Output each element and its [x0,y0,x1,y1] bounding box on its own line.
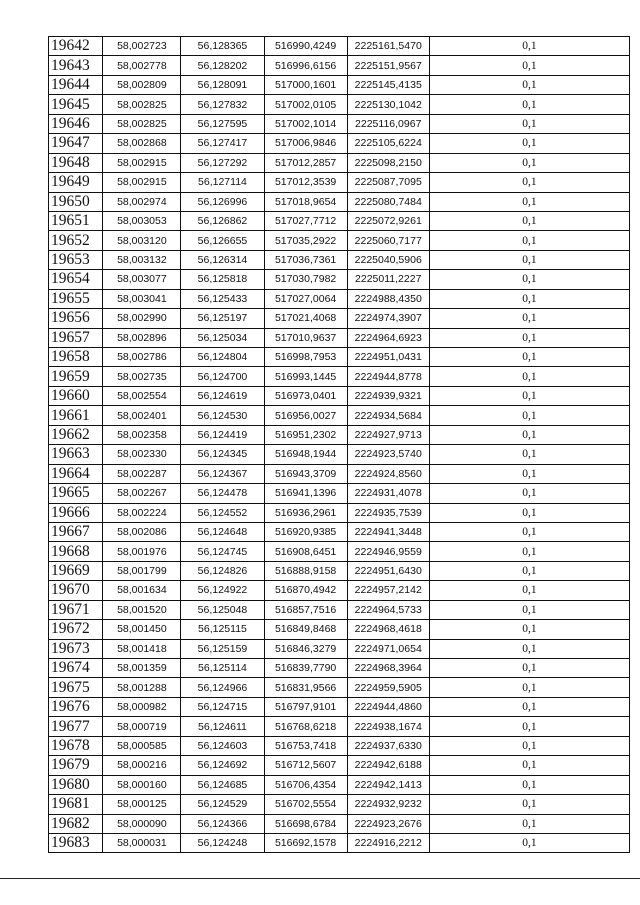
y-coordinate-cell: 2225116,0967 [347,114,429,133]
point-number-cell: 19680 [49,775,103,794]
table-row [49,114,630,133]
latitude-cell: 58,002267 [103,484,181,503]
point-number-cell: 19664 [49,464,103,483]
x-coordinate-cell: 516951,2302 [264,425,347,444]
table-row [49,542,630,561]
longitude-cell: 56,125048 [181,600,264,619]
table-row [49,620,630,639]
point-number-cell: 19657 [49,328,103,347]
y-coordinate-cell: 2224968,3964 [347,659,429,678]
table-row [49,211,630,230]
accuracy-cell: 0,1 [429,386,629,405]
latitude-cell: 58,002809 [103,75,181,94]
x-coordinate-cell: 516973,0401 [264,386,347,405]
latitude-cell: 58,002786 [103,348,181,367]
point-number-cell: 19682 [49,814,103,833]
y-coordinate-cell: 2224923,2676 [347,814,429,833]
table-row [49,348,630,367]
point-number-cell: 19681 [49,795,103,814]
latitude-cell: 58,003041 [103,289,181,308]
point-number-cell: 19678 [49,736,103,755]
longitude-cell: 56,124619 [181,386,264,405]
latitude-cell: 58,000090 [103,814,181,833]
point-number-cell: 19655 [49,289,103,308]
accuracy-cell: 0,1 [429,114,629,133]
accuracy-cell: 0,1 [429,37,629,56]
table-row [49,464,630,483]
x-coordinate-cell: 516706,4354 [264,775,347,794]
accuracy-cell: 0,1 [429,717,629,736]
point-number-cell: 19650 [49,192,103,211]
accuracy-cell: 0,1 [429,620,629,639]
longitude-cell: 56,127292 [181,153,264,172]
table-row [49,833,630,852]
point-number-cell: 19667 [49,522,103,541]
y-coordinate-cell: 2224944,8778 [347,367,429,386]
table-row [49,581,630,600]
x-coordinate-cell: 517036,7361 [264,250,347,269]
point-number-cell: 19662 [49,425,103,444]
table-row [49,484,630,503]
y-coordinate-cell: 2224951,6430 [347,561,429,580]
x-coordinate-cell: 516936,2961 [264,503,347,522]
point-number-cell: 19648 [49,153,103,172]
longitude-cell: 56,124603 [181,736,264,755]
accuracy-cell: 0,1 [429,736,629,755]
latitude-cell: 58,000031 [103,833,181,852]
table-row [49,192,630,211]
latitude-cell: 58,002825 [103,114,181,133]
accuracy-cell: 0,1 [429,659,629,678]
point-number-cell: 19661 [49,406,103,425]
y-coordinate-cell: 2224927,9713 [347,425,429,444]
accuracy-cell: 0,1 [429,56,629,75]
y-coordinate-cell: 2225080,7484 [347,192,429,211]
x-coordinate-cell: 516702,5554 [264,795,347,814]
longitude-cell: 56,125115 [181,620,264,639]
point-number-cell: 19671 [49,600,103,619]
longitude-cell: 56,124530 [181,406,264,425]
y-coordinate-cell: 2224971,0654 [347,639,429,658]
point-number-cell: 19666 [49,503,103,522]
accuracy-cell: 0,1 [429,522,629,541]
latitude-cell: 58,002401 [103,406,181,425]
y-coordinate-cell: 2225161,5470 [347,37,429,56]
table-row [49,134,630,153]
longitude-cell: 56,124552 [181,503,264,522]
y-coordinate-cell: 2224942,6188 [347,756,429,775]
x-coordinate-cell: 517027,0064 [264,289,347,308]
accuracy-cell: 0,1 [429,581,629,600]
x-coordinate-cell: 516888,9158 [264,561,347,580]
accuracy-cell: 0,1 [429,192,629,211]
point-number-cell: 19683 [49,833,103,852]
point-number-cell: 19675 [49,678,103,697]
accuracy-cell: 0,1 [429,795,629,814]
accuracy-cell: 0,1 [429,348,629,367]
accuracy-cell: 0,1 [429,309,629,328]
x-coordinate-cell: 516908,6451 [264,542,347,561]
x-coordinate-cell: 516943,3709 [264,464,347,483]
point-number-cell: 19677 [49,717,103,736]
x-coordinate-cell: 516920,9385 [264,522,347,541]
longitude-cell: 56,124478 [181,484,264,503]
point-number-cell: 19643 [49,56,103,75]
latitude-cell: 58,000719 [103,717,181,736]
longitude-cell: 56,124745 [181,542,264,561]
latitude-cell: 58,002224 [103,503,181,522]
longitude-cell: 56,124966 [181,678,264,697]
longitude-cell: 56,124648 [181,522,264,541]
x-coordinate-cell: 516870,4942 [264,581,347,600]
x-coordinate-cell: 516797,9101 [264,697,347,716]
longitude-cell: 56,124826 [181,561,264,580]
latitude-cell: 58,002554 [103,386,181,405]
y-coordinate-cell: 2224942,1413 [347,775,429,794]
table-row [49,270,630,289]
x-coordinate-cell: 516941,1396 [264,484,347,503]
table-row [49,775,630,794]
longitude-cell: 56,124529 [181,795,264,814]
x-coordinate-cell: 516857,7516 [264,600,347,619]
longitude-cell: 56,124685 [181,775,264,794]
accuracy-cell: 0,1 [429,600,629,619]
y-coordinate-cell: 2224951,0431 [347,348,429,367]
x-coordinate-cell: 516839,7790 [264,659,347,678]
point-number-cell: 19656 [49,309,103,328]
point-number-cell: 19653 [49,250,103,269]
longitude-cell: 56,127114 [181,173,264,192]
x-coordinate-cell: 516948,1944 [264,445,347,464]
y-coordinate-cell: 2225105,6224 [347,134,429,153]
longitude-cell: 56,125433 [181,289,264,308]
latitude-cell: 58,001288 [103,678,181,697]
longitude-cell: 56,125114 [181,659,264,678]
longitude-cell: 56,124922 [181,581,264,600]
point-number-cell: 19660 [49,386,103,405]
latitude-cell: 58,002915 [103,153,181,172]
x-coordinate-cell: 516768,6218 [264,717,347,736]
accuracy-cell: 0,1 [429,561,629,580]
y-coordinate-cell: 2225040,5906 [347,250,429,269]
point-number-cell: 19651 [49,211,103,230]
accuracy-cell: 0,1 [429,173,629,192]
point-number-cell: 19649 [49,173,103,192]
accuracy-cell: 0,1 [429,367,629,386]
y-coordinate-cell: 2224964,5733 [347,600,429,619]
latitude-cell: 58,000125 [103,795,181,814]
table-row [49,406,630,425]
longitude-cell: 56,127417 [181,134,264,153]
x-coordinate-cell: 516996,6156 [264,56,347,75]
point-number-cell: 19663 [49,445,103,464]
table-row [49,678,630,697]
latitude-cell: 58,001418 [103,639,181,658]
table-row [49,445,630,464]
y-coordinate-cell: 2224946,9559 [347,542,429,561]
y-coordinate-cell: 2225130,1042 [347,95,429,114]
x-coordinate-cell: 516753,7418 [264,736,347,755]
x-coordinate-cell: 517030,7982 [264,270,347,289]
latitude-cell: 58,001634 [103,581,181,600]
y-coordinate-cell: 2224941,3448 [347,522,429,541]
table-row [49,153,630,172]
latitude-cell: 58,002287 [103,464,181,483]
table-row [49,250,630,269]
table-row [49,795,630,814]
y-coordinate-cell: 2225145,4135 [347,75,429,94]
x-coordinate-cell: 516846,3279 [264,639,347,658]
y-coordinate-cell: 2224944,4860 [347,697,429,716]
longitude-cell: 56,126996 [181,192,264,211]
x-coordinate-cell: 516692,1578 [264,833,347,852]
accuracy-cell: 0,1 [429,95,629,114]
table-row [49,367,630,386]
table-row [49,503,630,522]
accuracy-cell: 0,1 [429,833,629,852]
table-row [49,717,630,736]
latitude-cell: 58,000160 [103,775,181,794]
x-coordinate-cell: 516956,0027 [264,406,347,425]
latitude-cell: 58,002086 [103,522,181,541]
x-coordinate-cell: 517035,2922 [264,231,347,250]
accuracy-cell: 0,1 [429,445,629,464]
point-number-cell: 19670 [49,581,103,600]
accuracy-cell: 0,1 [429,75,629,94]
y-coordinate-cell: 2224923,5740 [347,445,429,464]
table-row [49,639,630,658]
latitude-cell: 58,001359 [103,659,181,678]
latitude-cell: 58,001520 [103,600,181,619]
latitude-cell: 58,003132 [103,250,181,269]
x-coordinate-cell: 517010,9637 [264,328,347,347]
point-number-cell: 19645 [49,95,103,114]
x-coordinate-cell: 516990,4249 [264,37,347,56]
table-row [49,756,630,775]
accuracy-cell: 0,1 [429,211,629,230]
table-row [49,814,630,833]
point-number-cell: 19652 [49,231,103,250]
y-coordinate-cell: 2224974,3907 [347,309,429,328]
table-row [49,600,630,619]
point-number-cell: 19654 [49,270,103,289]
y-coordinate-cell: 2224916,2212 [347,833,429,852]
table-row [49,522,630,541]
accuracy-cell: 0,1 [429,484,629,503]
table-row [49,56,630,75]
longitude-cell: 56,124611 [181,717,264,736]
y-coordinate-cell: 2224924,8560 [347,464,429,483]
longitude-cell: 56,126314 [181,250,264,269]
x-coordinate-cell: 517002,0105 [264,95,347,114]
longitude-cell: 56,128365 [181,37,264,56]
latitude-cell: 58,002896 [103,328,181,347]
latitude-cell: 58,000585 [103,736,181,755]
table-row [49,231,630,250]
longitude-cell: 56,124345 [181,445,264,464]
x-coordinate-cell: 516712,5607 [264,756,347,775]
accuracy-cell: 0,1 [429,542,629,561]
y-coordinate-cell: 2225060,7177 [347,231,429,250]
latitude-cell: 58,002974 [103,192,181,211]
x-coordinate-cell: 517021,4068 [264,309,347,328]
y-coordinate-cell: 2225072,9261 [347,211,429,230]
accuracy-cell: 0,1 [429,775,629,794]
table-row [49,95,630,114]
longitude-cell: 56,124700 [181,367,264,386]
y-coordinate-cell: 2224988,4350 [347,289,429,308]
y-coordinate-cell: 2224931,4078 [347,484,429,503]
y-coordinate-cell: 2224939,9321 [347,386,429,405]
point-number-cell: 19647 [49,134,103,153]
x-coordinate-cell: 516698,6784 [264,814,347,833]
table-row [49,561,630,580]
x-coordinate-cell: 517006,9846 [264,134,347,153]
latitude-cell: 58,000982 [103,697,181,716]
y-coordinate-cell: 2225151,9567 [347,56,429,75]
point-number-cell: 19658 [49,348,103,367]
accuracy-cell: 0,1 [429,756,629,775]
latitude-cell: 58,002915 [103,173,181,192]
y-coordinate-cell: 2225098,2150 [347,153,429,172]
y-coordinate-cell: 2225011,2227 [347,270,429,289]
y-coordinate-cell: 2224959,5905 [347,678,429,697]
y-coordinate-cell: 2224957,2142 [347,581,429,600]
point-number-cell: 19674 [49,659,103,678]
latitude-cell: 58,002330 [103,445,181,464]
y-coordinate-cell: 2224968,4618 [347,620,429,639]
coordinates-table [48,36,630,853]
longitude-cell: 56,126655 [181,231,264,250]
table-row [49,736,630,755]
table-row [49,173,630,192]
y-coordinate-cell: 2225087,7095 [347,173,429,192]
longitude-cell: 56,124248 [181,833,264,852]
point-number-cell: 19668 [49,542,103,561]
accuracy-cell: 0,1 [429,814,629,833]
x-coordinate-cell: 516849,8468 [264,620,347,639]
accuracy-cell: 0,1 [429,153,629,172]
accuracy-cell: 0,1 [429,639,629,658]
latitude-cell: 58,002723 [103,37,181,56]
table-row [49,328,630,347]
longitude-cell: 56,127595 [181,114,264,133]
accuracy-cell: 0,1 [429,425,629,444]
latitude-cell: 58,002868 [103,134,181,153]
y-coordinate-cell: 2224937,6330 [347,736,429,755]
latitude-cell: 58,001450 [103,620,181,639]
latitude-cell: 58,002358 [103,425,181,444]
y-coordinate-cell: 2224932,9232 [347,795,429,814]
accuracy-cell: 0,1 [429,464,629,483]
table-row [49,697,630,716]
latitude-cell: 58,003077 [103,270,181,289]
accuracy-cell: 0,1 [429,697,629,716]
table-row [49,289,630,308]
point-number-cell: 19665 [49,484,103,503]
latitude-cell: 58,000216 [103,756,181,775]
x-coordinate-cell: 516998,7953 [264,348,347,367]
longitude-cell: 56,128091 [181,75,264,94]
x-coordinate-cell: 517018,9654 [264,192,347,211]
latitude-cell: 58,001976 [103,542,181,561]
point-number-cell: 19679 [49,756,103,775]
longitude-cell: 56,124692 [181,756,264,775]
longitude-cell: 56,125818 [181,270,264,289]
point-number-cell: 19642 [49,37,103,56]
accuracy-cell: 0,1 [429,134,629,153]
longitude-cell: 56,127832 [181,95,264,114]
point-number-cell: 19676 [49,697,103,716]
x-coordinate-cell: 517012,2857 [264,153,347,172]
point-number-cell: 19669 [49,561,103,580]
accuracy-cell: 0,1 [429,328,629,347]
table-row [49,75,630,94]
latitude-cell: 58,001799 [103,561,181,580]
y-coordinate-cell: 2224964,6923 [347,328,429,347]
y-coordinate-cell: 2224934,5684 [347,406,429,425]
point-number-cell: 19673 [49,639,103,658]
longitude-cell: 56,124367 [181,464,264,483]
x-coordinate-cell: 516993,1445 [264,367,347,386]
longitude-cell: 56,124366 [181,814,264,833]
table-row [49,37,630,56]
x-coordinate-cell: 516831,9566 [264,678,347,697]
x-coordinate-cell: 517027,7712 [264,211,347,230]
accuracy-cell: 0,1 [429,678,629,697]
y-coordinate-cell: 2224938,1674 [347,717,429,736]
table-row [49,425,630,444]
point-number-cell: 19646 [49,114,103,133]
longitude-cell: 56,125197 [181,309,264,328]
x-coordinate-cell: 517012,3539 [264,173,347,192]
latitude-cell: 58,002990 [103,309,181,328]
longitude-cell: 56,124419 [181,425,264,444]
accuracy-cell: 0,1 [429,250,629,269]
accuracy-cell: 0,1 [429,406,629,425]
point-number-cell: 19644 [49,75,103,94]
point-number-cell: 19672 [49,620,103,639]
longitude-cell: 56,126862 [181,211,264,230]
x-coordinate-cell: 517000,1601 [264,75,347,94]
table-row [49,386,630,405]
longitude-cell: 56,124804 [181,348,264,367]
accuracy-cell: 0,1 [429,503,629,522]
latitude-cell: 58,003120 [103,231,181,250]
latitude-cell: 58,002778 [103,56,181,75]
longitude-cell: 56,124715 [181,697,264,716]
accuracy-cell: 0,1 [429,231,629,250]
accuracy-cell: 0,1 [429,270,629,289]
longitude-cell: 56,125034 [181,328,264,347]
latitude-cell: 58,002825 [103,95,181,114]
table-body [49,37,630,853]
y-coordinate-cell: 2224935,7539 [347,503,429,522]
point-number-cell: 19659 [49,367,103,386]
latitude-cell: 58,002735 [103,367,181,386]
table-row [49,309,630,328]
latitude-cell: 58,003053 [103,211,181,230]
accuracy-cell: 0,1 [429,289,629,308]
longitude-cell: 56,128202 [181,56,264,75]
table-row [49,659,630,678]
longitude-cell: 56,125159 [181,639,264,658]
page-bottom-rule [0,878,640,879]
x-coordinate-cell: 517002,1014 [264,114,347,133]
